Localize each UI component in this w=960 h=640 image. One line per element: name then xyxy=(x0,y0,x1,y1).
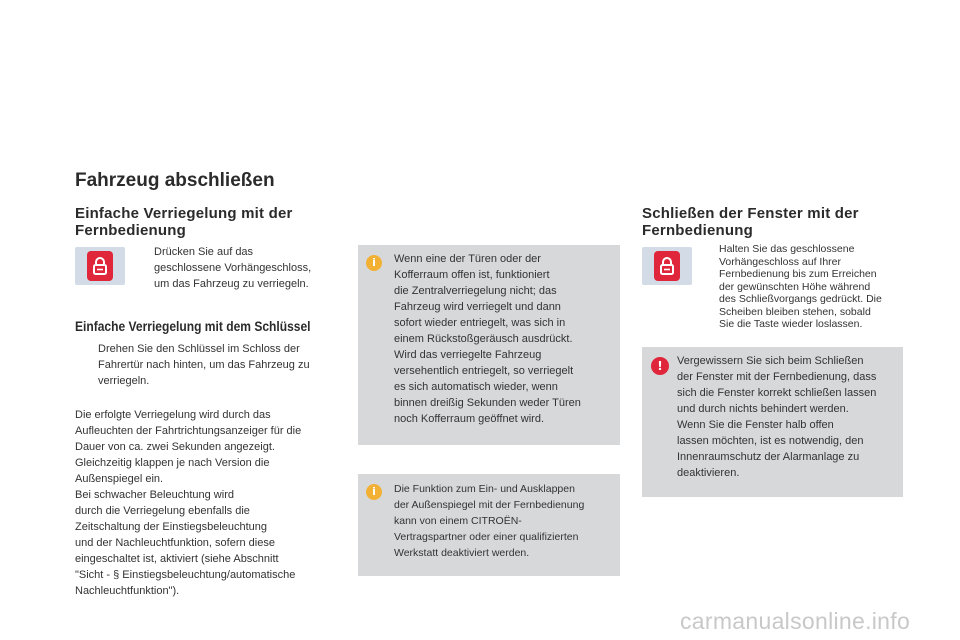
warning-panel-windows xyxy=(642,347,903,497)
key-lock-heading: Einfache Verriegelung mit dem Schlüssel xyxy=(75,318,311,334)
padlock-icon xyxy=(654,251,680,281)
warning-windows-text: Vergewissern Sie sich beim Schließen der Fenster mit der Fernbedienung, dass sich die Fenster korrekt schließen lassen und durch nichts behindert werden. Wenn Sie die Fenster halb offen lassen möchten, ist es notwendig, den Innenraumschutz der Alarmanlage zu deaktivieren. xyxy=(677,355,877,479)
info-icon: i xyxy=(366,255,382,271)
lock-confirmation-text: Die erfolgte Verriegelung wird durch das Aufleuchten der Fahrtrichtungsanzeiger für die Dauer von ca. zwei Sekunden angezeigt. Gleichzeitig klappen je nach Version die Außenspiegel ein. Bei schwacher Beleuchtung wird durch die Verriegelung ebenfalls die Zeitschaltung der Einstiegsbeleuchtung und der Nachleuchtfunktion, sofern diese eingeschaltet ist, aktiviert (siehe Abschnitt "Sicht - § Einstiegsbeleuchtung/automatische Nachleuchtfunktion"). xyxy=(75,409,302,597)
warning-icon: ! xyxy=(651,357,669,375)
info-doors-text: Wenn eine der Türen oder der Kofferraum offen ist, funktioniert die Zentralverriegelung nicht; das Fahrzeug wird verriegelt und dann sofort wieder entriegelt, was sich in einem Rückstoßgeräusch ausdrückt. Wird das verriegelte Fahrzeug versehentlich entriegelt, so verriegelt es sich automatisch wieder, wenn binnen dreißig Sekunden weder Türen noch Kofferraum geöffnet wird. xyxy=(394,253,581,425)
windows-bullet xyxy=(699,243,909,331)
windows-text: Halten Sie das geschlossene Vorhängeschloss auf Ihrer Fernbedienung bis zum Erreichen der gewünschten Höhe während des Schließvorgangs gedrückt. Die Scheiben bleiben stehen, sobald Sie die Taste wieder loslassen. xyxy=(719,243,882,330)
windows-heading: Schließen der Fenster mit der Fernbedienung xyxy=(642,205,859,239)
remote-lock-heading: Einfache Verriegelung mit der Fernbedienung xyxy=(75,205,293,239)
remote-lock-text: Drücken Sie auf das geschlossene Vorhängeschloss, um das Fahrzeug zu verriegeln. xyxy=(154,246,312,290)
info-mirrors-text: Die Funktion zum Ein- und Ausklappen der Außenspiegel mit der Fernbedienung kann von einem CITROËN- Vertragspartner oder einer qualifizierten Werkstatt deaktiviert werden. xyxy=(394,483,585,559)
remote-lock-bullet xyxy=(132,244,342,292)
info-panel-doors xyxy=(358,245,620,445)
info-icon: i xyxy=(366,484,382,500)
windows-lock-icon-box xyxy=(642,247,692,285)
info-panel-mirrors xyxy=(358,474,620,576)
padlock-icon xyxy=(87,251,113,281)
watermark: carmanualsonline.info xyxy=(680,608,911,634)
key-lock-text: Drehen Sie den Schlüssel im Schloss der Fahrertür nach hinten, um das Fahrzeug zu verriegeln. xyxy=(98,343,310,387)
key-lock-bullet xyxy=(78,341,343,389)
page-title: Fahrzeug abschließen xyxy=(75,170,275,191)
remote-lock-icon-box xyxy=(75,247,125,285)
